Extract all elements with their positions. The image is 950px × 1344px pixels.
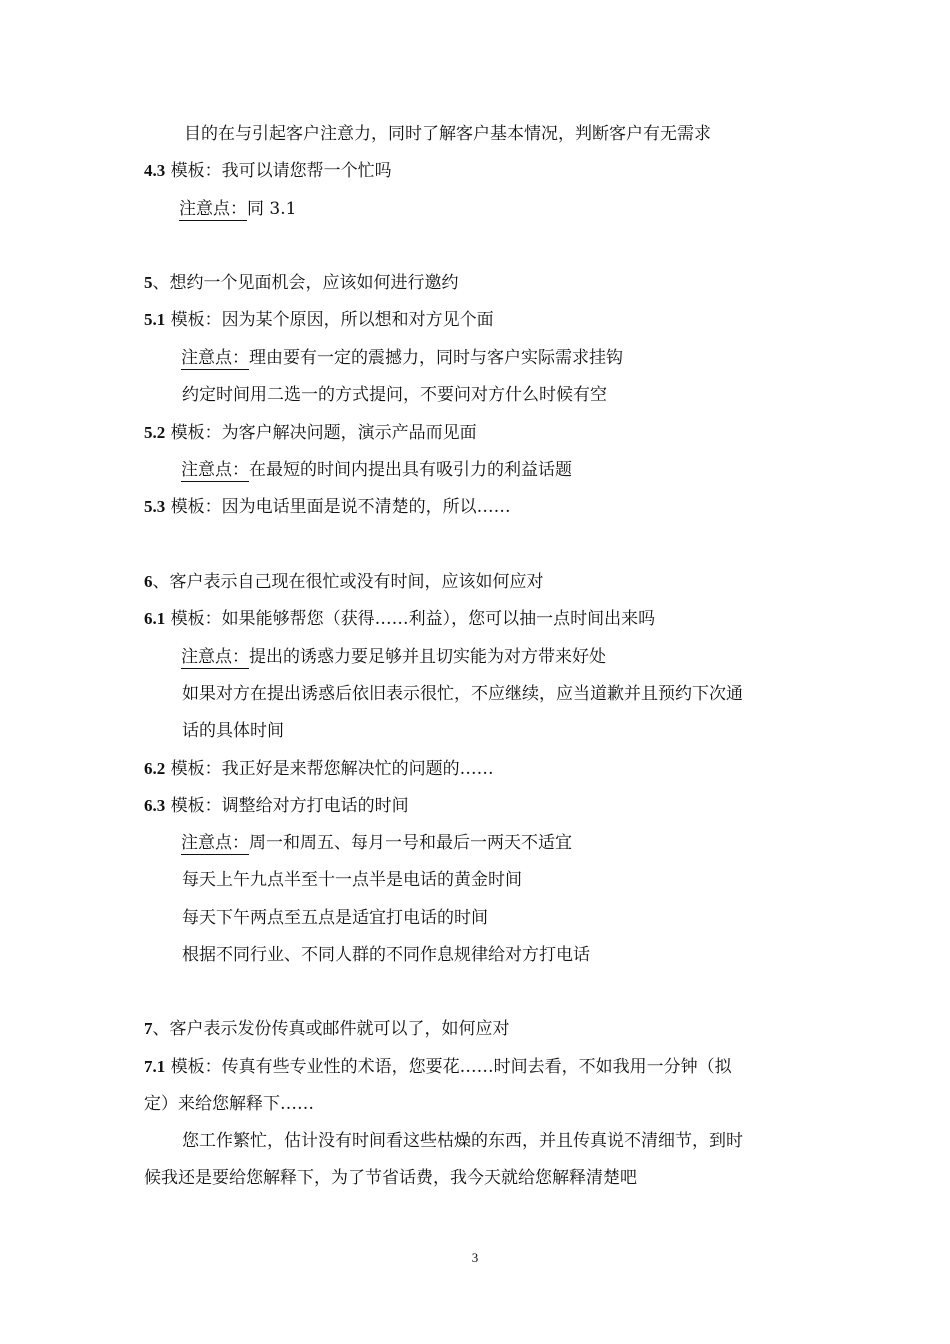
paragraph-line — [144, 1166, 637, 1190]
paragraph-line — [182, 682, 743, 706]
note-text: 在最短的时间内提出具有吸引力的利益话题 — [249, 460, 572, 480]
paragraph-line — [182, 943, 590, 967]
paragraph-line — [184, 122, 711, 146]
paragraph-line — [182, 868, 522, 892]
note-line — [181, 831, 572, 855]
line-text: 根据不同行业、不同人群的不同作息规律给对方打电话 — [182, 945, 590, 965]
item-number: 7.1 — [144, 1057, 166, 1076]
template-4-3 — [144, 159, 392, 183]
line-text: 话的具体时间 — [182, 721, 284, 741]
note-label: 注意点： — [181, 460, 249, 480]
page-number: 3 — [471, 1250, 479, 1265]
paragraph-line — [182, 906, 488, 930]
item-text: 模板：传真有些专业性的术语，您要花……时间去看，不如我用一分钟（拟 — [165, 1057, 732, 1077]
section-heading-5 — [144, 271, 459, 295]
line-text: 如果对方在提出诱惑后依旧表示很忙，不应继续，应当道歉并且预约下次通 — [182, 684, 743, 704]
template-5-1 — [144, 308, 494, 332]
note-line — [181, 346, 623, 370]
note-label: 注意点： — [181, 833, 249, 853]
template-6-2 — [144, 757, 494, 781]
note-label: 注意点： — [179, 199, 247, 219]
section-heading-6 — [144, 570, 544, 594]
section-number: 7 — [144, 1019, 153, 1038]
note-text: 周一和周五、每月一号和最后一两天不适宜 — [249, 833, 572, 853]
item-text: 模板：因为某个原因，所以想和对方见个面 — [165, 310, 494, 330]
line-text: 目的在与引起客户注意力，同时了解客户基本情况，判断客户有无需求 — [184, 124, 711, 144]
item-number: 5.1 — [144, 310, 166, 329]
line-text: 每天上午九点半至十一点半是电话的黄金时间 — [182, 870, 522, 890]
item-number: 5.3 — [144, 497, 166, 516]
item-text: 模板：我正好是来帮您解决忙的问题的…… — [165, 759, 494, 779]
paragraph-line — [182, 719, 284, 743]
paragraph-line — [144, 1092, 314, 1116]
line-text: 您工作繁忙，估计没有时间看这些枯燥的东西，并且传真说不清细节，到时 — [182, 1131, 743, 1151]
section-title: 、客户表示发份传真或邮件就可以了，如何应对 — [152, 1019, 510, 1039]
item-number: 6.2 — [144, 759, 166, 778]
paragraph-line — [182, 383, 607, 407]
section-heading-7 — [144, 1017, 510, 1041]
note-label: 注意点： — [181, 348, 249, 368]
item-text: 模板：我可以请您帮一个忙吗 — [165, 161, 392, 181]
template-5-2 — [144, 421, 477, 445]
note-text: 提出的诱惑力要足够并且切实能为对方带来好处 — [249, 647, 606, 667]
template-6-3 — [144, 794, 409, 818]
item-number: 6.3 — [144, 796, 166, 815]
note-line — [181, 458, 572, 482]
template-5-3 — [144, 495, 511, 519]
section-title: 、客户表示自己现在很忙或没有时间，应该如何应对 — [152, 572, 544, 592]
template-6-1 — [144, 607, 655, 631]
note-line — [181, 645, 606, 669]
item-number: 5.2 — [144, 423, 166, 442]
note-text: 理由要有一定的震撼力，同时与客户实际需求挂钩 — [249, 348, 623, 368]
template-7-1 — [144, 1055, 732, 1079]
note-label: 注意点： — [181, 647, 249, 667]
item-text: 模板：调整给对方打电话的时间 — [165, 796, 409, 816]
paragraph-line — [182, 1129, 743, 1153]
note-line — [179, 197, 296, 221]
line-text: 每天下午两点至五点是适宜打电话的时间 — [182, 908, 488, 928]
section-number: 6 — [144, 572, 153, 591]
line-text: 约定时间用二选一的方式提问，不要问对方什么时候有空 — [182, 385, 607, 405]
item-text: 模板：为客户解决问题，演示产品而见面 — [165, 423, 477, 443]
item-text: 模板：因为电话里面是说不清楚的，所以…… — [165, 497, 511, 517]
line-text: 定）来给您解释下…… — [144, 1094, 314, 1114]
section-title: 、想约一个见面机会，应该如何进行邀约 — [152, 273, 459, 293]
item-number: 4.3 — [144, 161, 166, 180]
item-text: 模板：如果能够帮您（获得……利益），您可以抽一点时间出来吗 — [165, 609, 656, 629]
note-text: 同 3.1 — [247, 199, 297, 219]
line-text: 候我还是要给您解释下，为了节省话费，我今天就给您解释清楚吧 — [144, 1168, 637, 1188]
section-number: 5 — [144, 273, 153, 292]
item-number: 6.1 — [144, 609, 166, 628]
